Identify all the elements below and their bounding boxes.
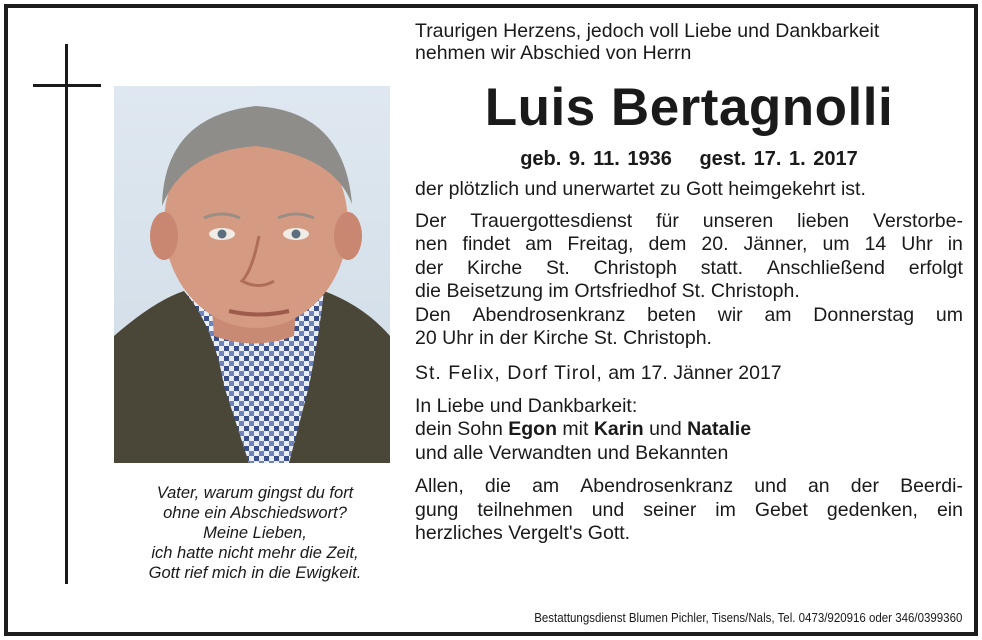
service-line: die Beisetzung im Ortsfriedhof St. Christoph. [415,280,800,302]
cross-icon-vertical [65,44,68,584]
poem [114,483,396,583]
funeral-home-footer: Bestattungsdienst Blumen Pichler, Tisens/Nals, Tel. 0473/920916 oder 346/0399360 [533,611,962,625]
closing-line: herzliches Vergelt's Gott. [415,522,631,544]
service-line: der Kirche St. Christoph statt. Anschließend erfolgt [415,256,963,279]
portrait-photo [114,86,390,463]
service-paragraph [415,210,963,351]
intro-line: Traurigen Herzens, jedoch voll Liebe und Dankbarkeit [415,20,880,42]
closing-paragraph [415,475,963,546]
notice-text-column [415,20,963,546]
cross-icon-horizontal [33,84,101,87]
place-and-date [415,361,963,385]
life-dates [415,146,963,172]
intro-line: nehmen wir Abschied von Herrn [415,42,692,64]
partner-name: Karin [593,418,644,440]
family-block [415,395,963,466]
closing-line: gung teilnehmen und seiner im Gebet gedenken, ein [415,498,963,521]
poem-line: ohne ein Abschiedswort? [163,504,347,522]
relatives-line: und alle Verwandten und Bekannten [415,441,729,464]
sudden-death-text: der plötzlich und unerwartet zu Gott heimgekehrt ist. [415,178,866,200]
service-line: Der Trauergottesdienst für unseren lieben Verstorbe- [415,209,963,232]
intro-text [415,20,963,64]
death-date: gest. 17. 1. 2017 [699,148,858,170]
service-line: 20 Uhr in der Kirche St. Christoph. [415,327,712,349]
son-name: Egon [508,418,557,440]
poem-line: Vater, warum gingst du fort [156,484,354,502]
poem-line: Meine Lieben, [203,524,307,542]
service-line: nen findet am Freitag, dem 20. Jänner, um 14 Uhr in [415,233,963,255]
service-line: Den Abendrosenkranz beten wir am Donnerstag um [415,303,963,326]
family-intro: In Liebe und Dankbarkeit: [415,394,638,417]
poem-line: Gott rief mich in die Ewigkeit. [148,564,362,582]
closing-line: Allen, die am Abendrosenkranz und an der Beerdi- [415,475,963,497]
family-members: dein Sohn Egon mit Karin und Natalie [415,418,752,440]
place: St. Felix, Dorf Tirol, [415,361,603,384]
portrait-illustration [114,86,390,463]
date: am 17. Jänner 2017 [608,361,782,384]
deceased-name: Luis Bertagnolli [484,78,894,137]
grandchild-name: Natalie [687,418,752,440]
obituary-notice [4,4,978,636]
poem-line: ich hatte nicht mehr die Zeit, [151,544,359,562]
birth-date: geb. 9. 11. 1936 [520,148,672,170]
